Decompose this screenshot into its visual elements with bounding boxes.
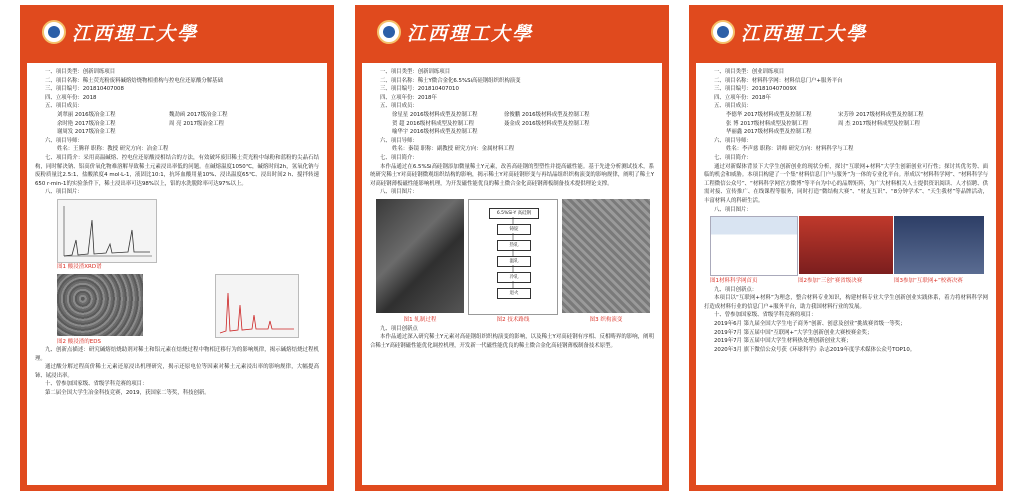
member — [838, 128, 950, 137]
poster-body — [27, 63, 327, 485]
project-type: 一、项目类型：创业训练项目 — [714, 69, 785, 75]
intro-title: 七、项目简介： — [714, 154, 752, 161]
images-title: 八、项目图片： — [714, 206, 752, 213]
figure-caption: 图1 酸浸渣XRD谱 — [57, 263, 102, 270]
award-item: 2020年3月 旗下微信公众号获《环球科学》杂志2019年度学术媒体公众号TOP10。 — [714, 346, 916, 353]
poster-panel-2 — [355, 5, 669, 491]
eds-chart-lines — [216, 275, 298, 337]
innovation: 本作品通过深入研究稀土Y元素对高硅钢组织织构演变的影响，以及稀土Y对高硅钢有序相、反相畴界的影响，阐明合稀土Y高硅钢磁性能优化调控机理，开发新一代磁性能优良的稀土微合金化高硅钢薄板制备技术原型。 — [370, 334, 654, 349]
member: 周 杰 2017级材料成型及控制工程 — [838, 120, 920, 127]
member-row — [704, 128, 988, 137]
innovation: 本项目以“互联网+材料”为理念，整合材料专业知识，构建材料专业大学生创新创业实践体系，着力将材料科学网打造成材料行业的信息门户+服务平台，助力我国材料行业的发展。 — [704, 295, 988, 310]
figure-caption: 图1 轧制过程 — [403, 316, 437, 323]
caption-row — [710, 277, 984, 286]
website-screenshot — [710, 216, 798, 276]
member: 徐俊鹏 2016级材料成型及控制工程 — [504, 111, 590, 118]
advisor-info: 姓名：秦镜 职称：副教授 研究方向：金属材料工程 — [392, 146, 515, 153]
images-title: 八、项目图片： — [380, 189, 418, 196]
project-id: 三、项目编号：201810407008 — [45, 86, 124, 93]
member-row — [370, 120, 654, 129]
poster-body — [362, 63, 662, 485]
project-year: 四、立项年份：2018年 — [714, 94, 771, 101]
caption-row — [376, 316, 650, 325]
project-id: 三、项目编号：201810407010 — [380, 86, 459, 93]
route-box: 冷轧 — [497, 272, 531, 283]
poster-panel-1 — [20, 5, 334, 491]
member: 华丽鑫 2017级材料成型及控制工程 — [726, 129, 812, 136]
university-logo-icon — [42, 20, 66, 44]
project-type: 一、项目类型：创新训练项目 — [45, 69, 116, 75]
awards-title: 十、曾参加国家级、省级学科竞赛的项目： — [714, 312, 817, 319]
figure-caption: 图3 织构演变 — [589, 316, 623, 323]
project-name: 二、项目名称：稀土Y微合金化6.5%Si高硅钢组织织构演变 — [380, 77, 521, 84]
rolling-mill-photo — [376, 199, 464, 313]
xrd-chart-lines — [58, 200, 156, 262]
university-name: 江西理工大學 — [407, 23, 534, 45]
award-item: 第二届全国大学生冶金科技竞赛，2019，获国家二等奖，科技创新。 — [45, 390, 210, 397]
university-logo-icon — [377, 20, 401, 44]
member: 刘翠丽 2016级冶金工程 — [57, 111, 116, 118]
members-title: 五、项目成员： — [45, 103, 83, 110]
route-box: 6.5%Si-Y 高硅钢 — [489, 208, 539, 219]
member-row — [370, 111, 654, 120]
route-box: 退火 — [497, 288, 531, 299]
innovation: 九、创新点描述：研究碱熔焙烧助剂对稀土和铝元素在焙烧过程中物相迁移行为的影响规律，揭示碱熔焙烧过程机理。 — [35, 347, 319, 362]
images-title: 八、项目图片： — [45, 189, 83, 196]
members-title: 五、项目成员： — [380, 103, 418, 110]
member: 李德华 2017级材料成型及控制工程 — [726, 111, 812, 118]
advisor-info: 姓名：王腾祥 职称：教授 研究方向：冶金工程 — [57, 146, 169, 153]
sem-image — [57, 274, 143, 336]
university-logo-icon — [711, 20, 735, 44]
member: 张 博 2017级材料成型及控制工程 — [726, 120, 808, 127]
award-item: 2019年7月 第五届中国“互联网+”大学生创新创业大赛校赛金奖； — [714, 329, 873, 336]
poster-panel-3 — [689, 5, 1003, 491]
project-id: 三、项目编号：201810407009X — [714, 86, 797, 93]
figure-caption: 图2参加“三创”赛省级决赛 — [798, 278, 863, 285]
member: 谢周发 2017级冶金工程 — [57, 129, 116, 136]
member: 周 亮 2017级冶金工程 — [169, 120, 224, 127]
image-row — [57, 274, 299, 338]
project-name: 二、项目名称：稀土荧光粉废料碱熔焙烧物相重构与控电位还原酸分解基础 — [45, 77, 223, 84]
advisor-title: 六、项目导师： — [714, 137, 752, 144]
figure-caption: 图3参加“互联网+”校赛决赛 — [894, 278, 963, 285]
award-item: 2019年6月 第九届全国大学生电子商务“创新、创意及创业”挑战赛省级一等奖； — [714, 321, 906, 328]
advisor-info: 姓名：李声慈 职称：讲师 研究方向：材料科学与工程 — [726, 146, 854, 153]
poster-header — [20, 5, 334, 63]
figure-caption: 图2 酸浸渣的EDS — [57, 338, 101, 345]
university-name: 江西理工大學 — [72, 23, 199, 45]
project-name: 二、项目名称：材料科学网：材料信息门户+服务平台 — [714, 77, 843, 84]
award-item: 2019年7月 第五届中国大学生材料热处理创新创业大赛； — [714, 338, 852, 345]
member: 贺 超 2016级材料成型及控制工程 — [392, 120, 474, 127]
route-box: 热轧 — [497, 240, 531, 251]
intro-title: 七、项目简介： — [380, 154, 418, 161]
project-year: 四、立项年份：2018年 — [380, 94, 437, 101]
member-row — [704, 120, 988, 129]
poster-header — [355, 5, 669, 63]
member — [169, 128, 281, 137]
member-row — [35, 128, 319, 137]
member-row — [35, 120, 319, 129]
competition-photo — [799, 216, 893, 274]
innovation-2: 通过酸分解过程高价稀土元素还原浸出机理研究，揭示还原电位等因素对稀土元素浸出率的影响规律，大幅提高铈、铽浸出率。 — [35, 364, 319, 379]
image-row — [710, 216, 984, 276]
advisor-title: 六、项目导师： — [380, 137, 418, 144]
university-name: 江西理工大學 — [741, 23, 868, 45]
member: 聂金成 2016级材料成型及控制工程 — [504, 120, 590, 127]
awards-title: 十、曾参加国家级、省级学科竞赛的项目： — [45, 381, 148, 388]
route-box: 温轧 — [497, 256, 531, 267]
member: 宋芳珍 2017级材料成型及控制工程 — [838, 111, 924, 118]
member: 喻华宇 2016级材料成型及控制工程 — [392, 129, 478, 136]
innovation-title: 九、项目创新点： — [714, 286, 758, 293]
member-row — [704, 111, 988, 120]
project-intro: 本作品通过在6.5%Si高硅钢添加微量稀土Y元素，改善高硅钢的塑塑性并提高磁性能。基于先进分析测试技术，系统研究稀土Y对高硅钢微观组织结构的影响，揭示稀土Y对高硅钢形变与再结晶组织织构演变的影响规律，阐明了稀土Y对高硅钢薄板磁性能影响机理，为开发磁性能优良的稀土微合金化高硅钢薄板制备技术提供理论支撑。 — [370, 163, 654, 187]
innovation-title: 九、项目创新点 — [380, 325, 418, 332]
eds-chart-image — [215, 274, 299, 338]
figure-caption: 图2 技术路线 — [496, 316, 530, 323]
project-type: 一、项目类型：创新训练项目 — [380, 69, 451, 75]
texture-micrograph — [562, 199, 650, 313]
member-row — [370, 128, 654, 137]
project-intro: 七、项目简介：采用高温碱熔、控电位还原酸浸相结合的方法，有效破坏废旧稀土荧光粉中绿粉和蓝粉的尖晶石结构，同时解决钠、铝高价氧化物难溶解导致稀土元素浸出率低的问题。在碱熔温度1050℃，碱熔时间2h，氢氧化钠与废粉质量比2.5:1、盐酸浓度4 mol·L-1，液固比10:1，抗坏血酸用量10%、浸出温度65℃、浸出时间2 h、搅拌转速650 r·min-1的实验条件下，稀土浸出率可达98%以上，铝的水洗脱除率可达97%以上。 — [35, 154, 319, 187]
project-intro: 通过对新媒体背景下大学生创新创业的现状分析，探讨“互联网+材料”大学生创新创业可行性；探讨其优劣势、面临的机会和威胁。本项目构建了一个集“材料信息门户与服务”为一体的专业化平台。形成以“材料科学网”、“材料科学与工程微信公众号”、“材料科学网官方微博”等平台为中心的品牌矩阵，为广大材料相关人士提供资讯阅读、人才招聘、供需对接、宣传推广、在线课程等服务，同时打造“微结构大赛”、“材友互识”、“8分钟学术”、“天生我材”等品牌活动，丰富材料人的科研生活。 — [704, 163, 988, 204]
member: 余时艳 2017级冶金工程 — [57, 120, 116, 127]
tech-route-diagram — [468, 199, 558, 315]
image-row — [376, 199, 650, 315]
poster-body — [696, 63, 996, 485]
member: 魏劲函 2017级冶金工程 — [169, 111, 228, 118]
final-round-photo — [894, 216, 984, 274]
project-year: 四、立项年份：2018 — [45, 94, 97, 101]
member — [504, 128, 616, 137]
members-title: 五、项目成员： — [714, 103, 752, 110]
member-row — [35, 111, 319, 120]
figure-caption: 图1材料科学网首页 — [710, 278, 758, 285]
route-box: 铸锭 — [497, 224, 531, 235]
xrd-chart-image — [57, 199, 157, 263]
member: 徐星星 2016级材料成型及控制工程 — [392, 111, 478, 118]
advisor-title: 六、项目导师： — [45, 137, 83, 144]
poster-header — [689, 5, 1003, 63]
